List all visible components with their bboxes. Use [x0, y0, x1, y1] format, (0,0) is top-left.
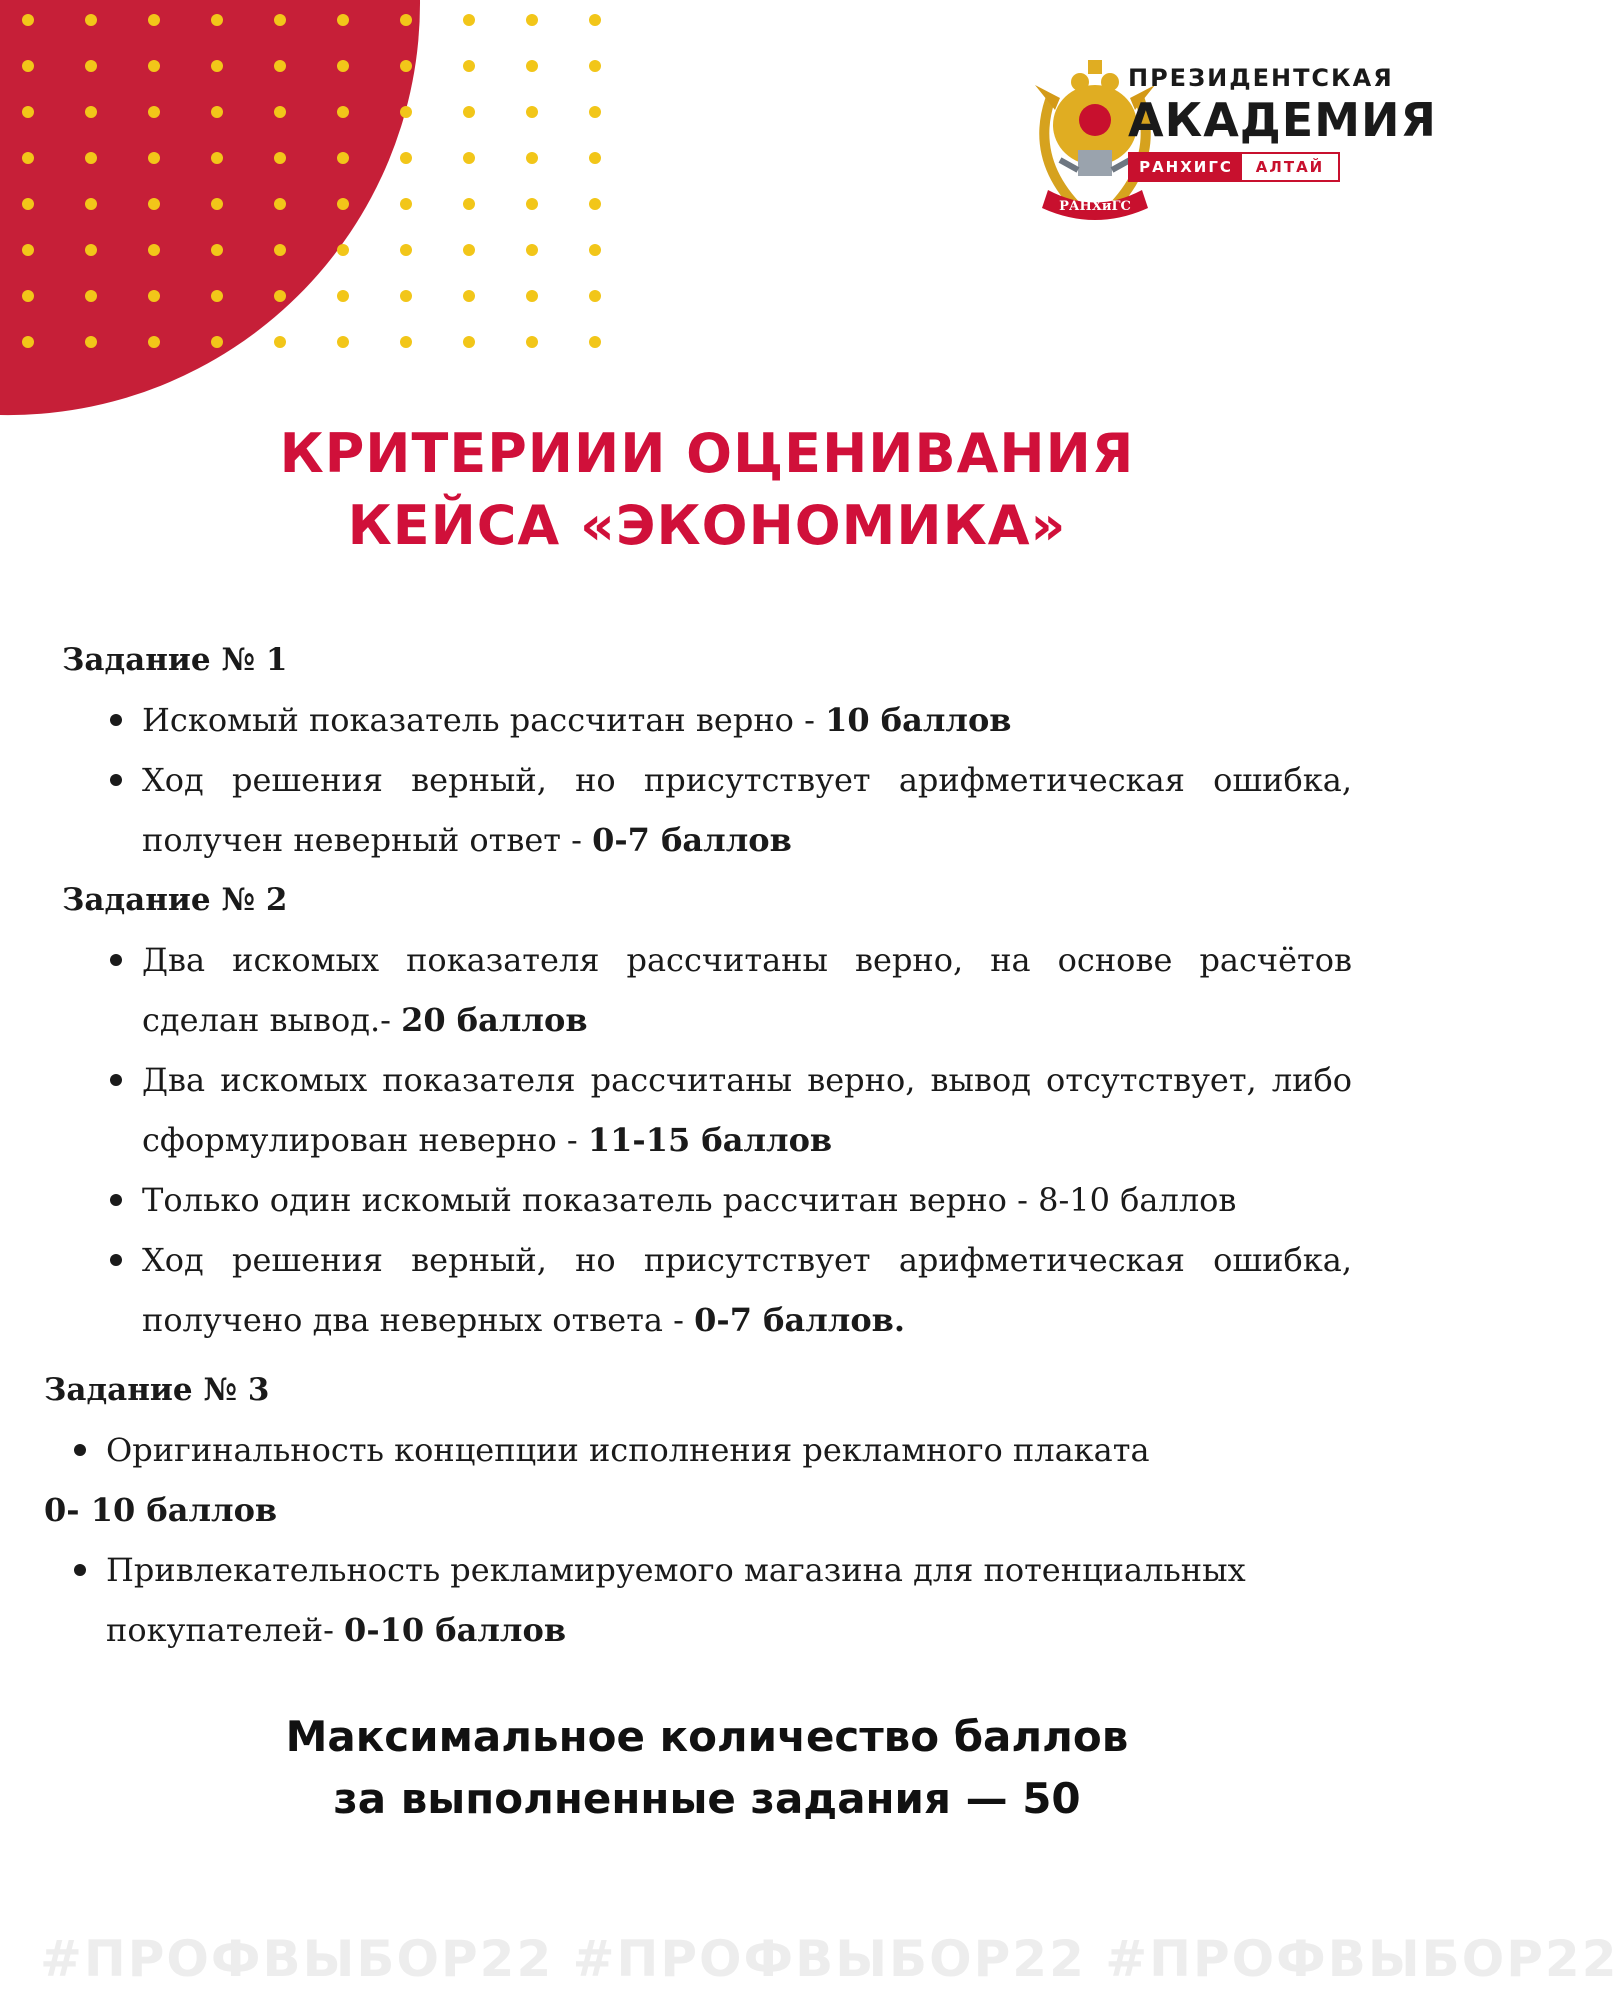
decor-dot — [463, 244, 475, 256]
decor-dot — [211, 198, 223, 210]
decor-dot — [274, 290, 286, 302]
decor-dot — [22, 198, 34, 210]
list-item — [142, 930, 1352, 1050]
task-2-list — [62, 930, 1352, 1350]
task-heading: Задание № 2 — [62, 882, 288, 918]
decor-dot — [85, 290, 97, 302]
decor-dot — [274, 60, 286, 72]
decor-dot — [337, 290, 349, 302]
task-3-list-2 — [44, 1540, 1352, 1660]
decor-dot — [211, 244, 223, 256]
decor-circle-dots — [0, 0, 620, 430]
logo-badge-right: АЛТАЙ — [1255, 158, 1325, 176]
decor-dot — [148, 60, 160, 72]
footer-hashtags: #ПРОФВЫБОР22 #ПРОФВЫБОР22 #ПРОФВЫБОР22 — [40, 1930, 1619, 1988]
task-3-score-line: 0- 10 баллов — [44, 1491, 278, 1529]
decor-dot — [85, 244, 97, 256]
decor-dot — [211, 152, 223, 164]
decor-dot — [337, 336, 349, 348]
decor-dot — [148, 152, 160, 164]
list-item — [142, 1050, 1352, 1170]
decor-dot — [148, 244, 160, 256]
list-item — [106, 1420, 1352, 1480]
item-text: Два искомых показателя рассчитаны верно, вывод отсутствует, либо сформулирован неверно - — [142, 1061, 1352, 1159]
item-score: 20 баллов — [401, 1001, 588, 1039]
decor-dot — [463, 290, 475, 302]
decor-dot — [22, 336, 34, 348]
task-1 — [62, 630, 1352, 870]
decor-dot — [337, 198, 349, 210]
decor-dot — [400, 152, 412, 164]
decor-dot — [463, 106, 475, 118]
list-item — [142, 750, 1352, 870]
decor-dot — [274, 14, 286, 26]
decor-dot — [274, 198, 286, 210]
decor-dot — [337, 60, 349, 72]
task-3 — [44, 1360, 1352, 1660]
list-item — [142, 1230, 1352, 1350]
item-text: Оригинальность концепции исполнения рекламного плаката — [106, 1431, 1150, 1469]
title-line1: КРИТЕРИИИ ОЦЕНИВАНИЯ — [279, 422, 1135, 485]
decor-dot — [22, 152, 34, 164]
decor-dot — [274, 152, 286, 164]
total-line1: Максимальное количество баллов — [285, 1712, 1129, 1761]
decor-dot — [211, 290, 223, 302]
item-text: Искомый показатель рассчитан верно - — [142, 701, 826, 739]
max-score-summary — [0, 1706, 1414, 1830]
task-1-list — [62, 690, 1352, 870]
decor-dot — [148, 336, 160, 348]
decor-dot — [400, 60, 412, 72]
decor-dot — [211, 60, 223, 72]
decor-dot — [148, 14, 160, 26]
decor-dot — [337, 152, 349, 164]
decor-dot — [526, 60, 538, 72]
item-text: Привлекательность рекламируемого магазина для потенциальных покупателей- — [106, 1551, 1246, 1649]
decor-dot — [526, 290, 538, 302]
list-item — [106, 1540, 1352, 1660]
decor-dot — [463, 336, 475, 348]
logo-badge-left: РАНХИГС — [1130, 154, 1242, 180]
decor-dot — [400, 244, 412, 256]
decor-dot — [589, 60, 601, 72]
decor-dot — [526, 14, 538, 26]
decor-dot — [337, 106, 349, 118]
decor-dot — [589, 14, 601, 26]
decor-dot — [463, 14, 475, 26]
item-text: Только один искомый показатель рассчитан верно - 8-10 баллов — [142, 1181, 1237, 1219]
page-title — [0, 418, 1414, 562]
decor-dot — [274, 336, 286, 348]
list-item — [142, 690, 1352, 750]
decor-dot — [526, 336, 538, 348]
logo-badge — [1128, 152, 1340, 182]
task-heading: Задание № 1 — [62, 642, 288, 678]
decor-dot — [274, 106, 286, 118]
decor-dot — [526, 244, 538, 256]
decor-dot — [589, 198, 601, 210]
decor-dot — [22, 290, 34, 302]
list-item — [142, 1170, 1352, 1230]
decor-dot — [463, 152, 475, 164]
task-heading: Задание № 3 — [44, 1372, 270, 1408]
decor-dot — [274, 244, 286, 256]
item-score: 10 баллов — [825, 701, 1012, 739]
item-text: Два искомых показателя рассчитаны верно, на основе расчётов сделан вывод.- — [142, 941, 1352, 1039]
item-score: 0-7 баллов — [592, 821, 792, 859]
decor-dot — [526, 152, 538, 164]
decor-dot — [148, 106, 160, 118]
decor-dot — [400, 336, 412, 348]
decor-dot — [211, 106, 223, 118]
total-line2: за выполненные задания — 50 — [333, 1774, 1081, 1823]
decor-dot — [589, 152, 601, 164]
decor-dot — [211, 14, 223, 26]
item-text: Ход решения верный, но присутствует арифметическая ошибка, получено два неверных ответа - — [142, 1241, 1352, 1339]
decor-dot — [589, 106, 601, 118]
decor-dot — [22, 244, 34, 256]
criteria-content — [44, 630, 1352, 1660]
decor-dot — [337, 14, 349, 26]
decor-dot — [85, 14, 97, 26]
decor-dot — [22, 14, 34, 26]
decor-dot — [211, 336, 223, 348]
decor-dot — [22, 106, 34, 118]
decor-dot — [526, 106, 538, 118]
item-text: Ход решения верный, но присутствует арифметическая ошибка, получен неверный ответ - — [142, 761, 1352, 859]
item-score: 0-7 баллов. — [694, 1301, 906, 1339]
decor-dot — [400, 198, 412, 210]
decor-dot — [85, 152, 97, 164]
decor-dot — [337, 244, 349, 256]
decor-dot — [85, 106, 97, 118]
task-3-list — [44, 1420, 1352, 1480]
decor-dot — [148, 198, 160, 210]
decor-dot — [400, 290, 412, 302]
decor-dot — [148, 290, 160, 302]
decor-dot — [463, 198, 475, 210]
red-circle-shape — [0, 0, 420, 415]
emblem-ribbon-text: РАНХиГС — [1059, 199, 1131, 214]
decor-dot — [526, 198, 538, 210]
logo-line2: АКАДЕМИЯ — [1128, 93, 1437, 147]
decor-dot — [463, 60, 475, 72]
decor-dot — [85, 60, 97, 72]
item-score: 0-10 баллов — [344, 1611, 567, 1649]
decor-dot — [589, 290, 601, 302]
decor-dot — [589, 244, 601, 256]
decor-dot — [400, 106, 412, 118]
item-score: 11-15 баллов — [587, 1121, 833, 1159]
task-2 — [62, 870, 1352, 1350]
decor-dot — [22, 60, 34, 72]
decor-dot — [85, 336, 97, 348]
decor-dot — [400, 14, 412, 26]
title-line2: КЕЙСА «ЭКОНОМИКА» — [347, 494, 1067, 557]
decor-dot — [589, 336, 601, 348]
logo-text — [1128, 64, 1437, 182]
decor-dot — [85, 198, 97, 210]
logo-line1: ПРЕЗИДЕНТСКАЯ — [1128, 64, 1394, 92]
